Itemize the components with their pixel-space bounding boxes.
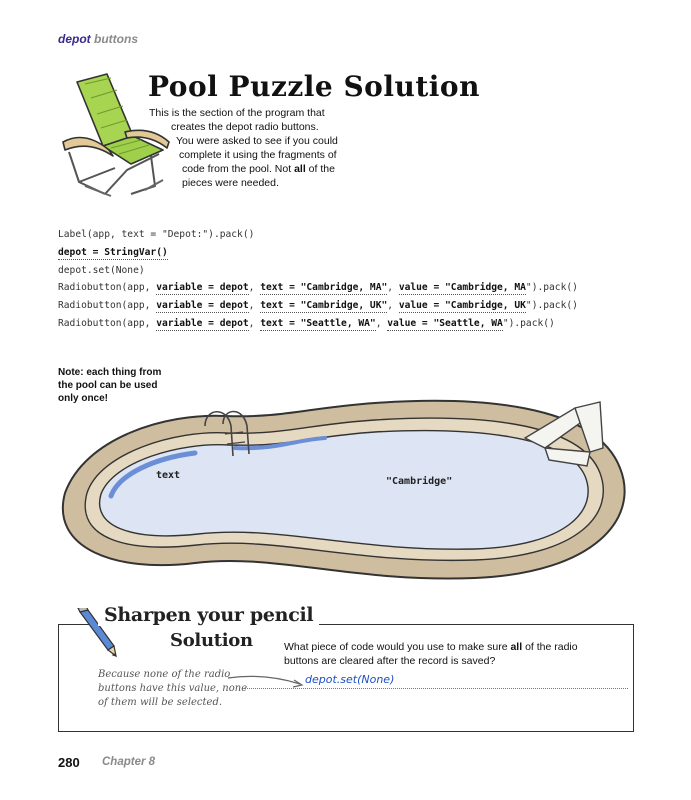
sharpen-title: Sharpen your pencil: [98, 604, 319, 626]
pool-fragment-text: text: [156, 470, 181, 481]
code-line-radio-1: [58, 282, 578, 293]
code-quote: ": [502, 318, 509, 329]
code-line-stringvar: [58, 247, 168, 258]
code-value-fragment: value = "Cambridge, MA: [398, 282, 526, 293]
answer-text: depot.set(None): [305, 673, 395, 686]
code-line-label: Label(app, text = "Depot:").pack(): [58, 229, 255, 240]
page-header: [58, 32, 138, 46]
code-stringvar-fragment: depot = StringVar(): [58, 247, 168, 258]
question-pre: What piece of code would you use to make sure: [284, 641, 511, 653]
intro-bold-all: all: [294, 163, 306, 175]
chapter-label: Chapter 8: [102, 756, 156, 768]
code-line-radio-3: [58, 318, 555, 329]
code-radio-prefix: Radiobutton(app,: [58, 282, 157, 293]
code-text-fragment: text = "Seattle, WA": [260, 318, 376, 329]
intro-line-5: [182, 162, 335, 176]
question-post: of the radio buttons are cleared after the record is saved?: [284, 641, 578, 667]
intro-line-3: You were asked to see if you could: [176, 135, 338, 147]
code-sep: ,: [387, 300, 399, 311]
code-line-radio-2: [58, 300, 578, 311]
code-line-set: depot.set(None): [58, 265, 145, 276]
handwritten-line-1: Because none of the radio: [98, 669, 231, 680]
intro-line-4: complete it using the fragments of: [179, 149, 337, 161]
pool-fragment-cambridge: "Cambridge": [386, 476, 453, 487]
code-sep: ,: [248, 318, 261, 329]
code-quote: ": [525, 300, 532, 311]
question-bold-all: all: [510, 641, 523, 653]
code-text-fragment: text = "Cambridge, UK": [260, 300, 388, 311]
intro-line-5-pre: code from the pool. Not: [182, 163, 295, 175]
handwritten-note: [98, 668, 247, 710]
code-quote: ": [525, 282, 532, 293]
code-radio-prefix: Radiobutton(app,: [58, 300, 157, 311]
pool-note: Note: each thing from the pool can be used only once!: [58, 367, 162, 404]
intro-line-1: This is the section of the program that: [149, 107, 325, 119]
code-sep: ,: [248, 282, 261, 293]
page-number: 280: [58, 755, 80, 770]
header-depot: depot: [58, 32, 91, 46]
code-value-fragment: value = "Seattle, WA: [387, 318, 503, 329]
code-sep: ,: [248, 300, 261, 311]
arrow-icon: [226, 672, 306, 692]
sharpen-subtitle: Solution: [170, 630, 253, 651]
handwritten-line-3: of them will be selected.: [98, 697, 223, 708]
code-text-fragment: text = "Cambridge, MA": [260, 282, 388, 293]
handwritten-line-2: buttons have this value, none: [98, 683, 248, 694]
code-sep: ,: [387, 282, 399, 293]
intro-line-2: creates the depot radio buttons.: [171, 121, 319, 133]
code-variable-fragment: variable = depot: [156, 282, 249, 293]
code-variable-fragment: variable = depot: [156, 300, 249, 311]
code-variable-fragment: variable = depot: [156, 318, 249, 329]
answer-line: [244, 688, 628, 689]
code-radio-suffix: ).pack(): [531, 282, 578, 293]
intro-line-6: pieces were needed.: [182, 177, 279, 189]
code-radio-prefix: Radiobutton(app,: [58, 318, 157, 329]
pool-illustration: [55, 378, 635, 588]
code-radio-suffix: ).pack(): [531, 300, 578, 311]
puzzle-title: Pool Puzzle Solution: [148, 70, 480, 103]
sharpen-question: [284, 640, 614, 668]
code-value-fragment: value = "Cambridge, UK: [398, 300, 526, 311]
intro-line-5-post: of the: [305, 163, 335, 175]
code-radio-suffix: ).pack(): [508, 318, 555, 329]
code-sep: ,: [375, 318, 388, 329]
header-buttons: buttons: [94, 32, 139, 46]
